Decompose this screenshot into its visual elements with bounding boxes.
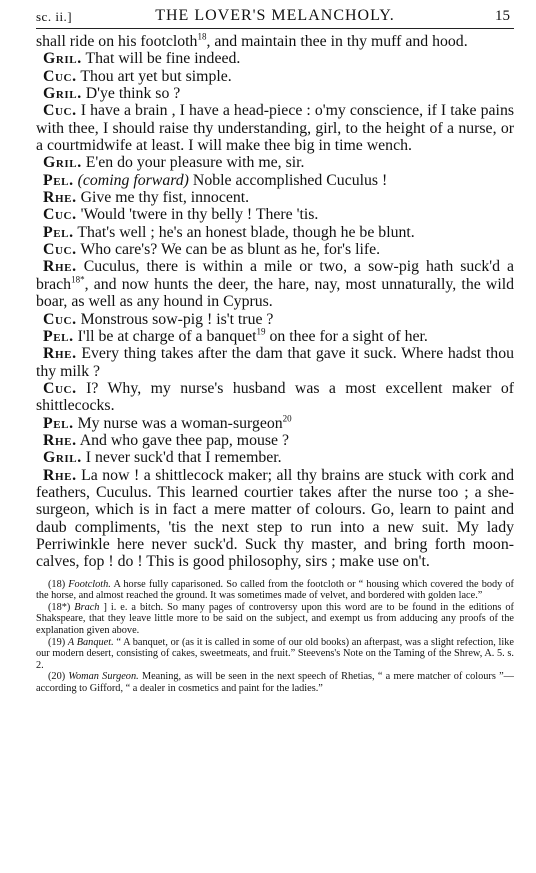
speech-text: E'en do your pleasure with me, sir. (85, 154, 305, 172)
speaker-name: Gril. (43, 449, 82, 467)
running-title: THE LOVER'S MELANCHOLY. (155, 7, 395, 24)
speech-text: Who care's? We can be as blunt as he, for's life. (80, 241, 381, 259)
footnote (36, 579, 514, 602)
footnote-marker: 18* (71, 274, 85, 285)
footnote-term: Footcloth. (68, 578, 111, 590)
speech-text: D'ye think so ? (85, 85, 181, 103)
speaker-name: Rhe. (43, 431, 77, 449)
speech-text: Give me thy fist, innocent. (80, 189, 250, 207)
dialogue-line (36, 154, 514, 171)
speaker-name: Rhe. (43, 466, 77, 484)
speech-text: 'Would 'twere in thy belly ! There 'tis. (80, 206, 319, 224)
footnote-term: Brach (74, 601, 100, 613)
section-reference: sc. ii.] (36, 9, 73, 24)
dialogue-line (36, 328, 514, 345)
footnote (36, 602, 514, 637)
page-number: 15 (495, 8, 510, 24)
stage-direction: (coming forward) (77, 171, 189, 189)
footnote-term: Woman Surgeon. (68, 671, 139, 683)
footnotes (36, 579, 514, 695)
speech-text-continued: , and maintain thee in thy muff and hood. (206, 33, 468, 50)
speech-text: Monstrous sow-pig ! is't true ? (80, 310, 274, 328)
dialogue-line (36, 415, 514, 432)
speech-text: I have a brain , I have a head-piece : o'my conscience, if I take pains with thee, I should raise thy understanding, girl, to the height of a nurse, or a courtmidwife at least. I will make thee big in time wench. (36, 102, 514, 155)
dialogue-line (36, 432, 514, 449)
speech-text: My nurse was a woman-surgeon (77, 414, 283, 432)
dialogue-line (36, 33, 514, 50)
speaker-name: Pel. (43, 223, 74, 241)
speaker-name: Pel. (43, 327, 74, 345)
speaker-name: Cuc. (43, 206, 77, 224)
footnote-term: A Banquet. (67, 636, 114, 648)
footnote-number: (19) (48, 636, 66, 648)
speaker-name: Cuc. (43, 102, 77, 120)
speech-text: I never suck'd that I remember. (85, 449, 282, 467)
speaker-name: Pel. (43, 171, 74, 189)
speech-text-continued: on thee for a sight of her. (265, 327, 428, 345)
speaker-name: Cuc. (43, 67, 77, 85)
dialogue-line (36, 380, 514, 415)
dialogue-line (36, 467, 514, 571)
speaker-name: Pel. (43, 414, 74, 432)
footnote-text: “ A banquet, or (as it is called in some of our old books) an afterpast, was a slight refection, like our modern desert, consisting of cakes, sweetmeats, and fruit.” Steevens's Note on the Taming of the Shrew, A. 5. s. 2. (36, 636, 515, 671)
speech-text: Thou art yet but simple. (80, 67, 232, 85)
speaker-name: Cuc. (43, 379, 77, 397)
footnote-marker: 20 (282, 413, 292, 424)
speech-text: And who gave thee pap, mouse ? (79, 431, 289, 449)
speech-text: I'll be at charge of a banquet (77, 327, 257, 345)
speech-text: Every thing takes after the dam that gave it suck. Where hadst thou thy milk ? (36, 345, 514, 380)
speech-text-continued: , and now hunts the deer, the hare, nay, most unnaturally, the wild boar, as well as any hound in Cyprus. (36, 275, 514, 311)
speaker-name: Gril. (43, 85, 82, 103)
footnote (36, 637, 514, 672)
footnote (36, 671, 514, 694)
speech-text: shall ride on his footcloth (36, 33, 198, 50)
footnote-marker: 18 (197, 31, 207, 42)
footnote-number: (20) (48, 671, 66, 683)
speech-text: La now ! a shittlecock maker; all thy brains are stuck with cork and feathers, Cuculus. This learned courtier takes after the nurse too ; a she-surgeon, which is in fact a mere matter of colours. Go, learn to paint and daub compliments, 'tis the next step to run into a new suit. My lady Perriwinkle here never suck'd. Suck thy master, and bring forth moon-calves, fop ! do ! This is good philosophy, sirs ; make use on't. (36, 466, 514, 571)
dialogue-line (36, 206, 514, 223)
dialogue-line (36, 68, 514, 85)
footnote-number: (18) (48, 578, 66, 590)
speaker-name: Rhe. (43, 189, 77, 207)
dialogue-line (36, 224, 514, 241)
speech-text: Noble accomplished Cuculus ! (192, 171, 388, 189)
dialogue-line (36, 85, 514, 102)
speaker-name: Cuc. (43, 310, 77, 328)
speech-text: That will be fine indeed. (85, 50, 241, 68)
dialogue-line (36, 102, 514, 154)
dialogue-line (36, 189, 514, 206)
speech-text: I? Why, my nurse's husband was a most excellent maker of shittlecocks. (36, 379, 515, 415)
dialogue-line (36, 311, 514, 328)
speech-text: Cuculus, there is within a mile or two, a sow-pig hath suck'd a brach (36, 258, 515, 293)
dialogue-line (36, 50, 514, 67)
dialogue-line (36, 172, 514, 189)
speech-text: That's well ; he's an honest blade, though he be blunt. (77, 223, 415, 241)
running-head (36, 6, 514, 29)
footnote-text: A horse fully caparisoned. So called from the footcloth or “ housing which covered the body of the horse, and almost reached the ground. It was sometimes made of velvet, and bordered with golden lace.” (36, 578, 514, 602)
dialogue-line (36, 345, 514, 380)
footnote-marker: 19 (256, 326, 266, 337)
speaker-name: Rhe. (43, 258, 77, 276)
speaker-name: Cuc. (43, 241, 77, 259)
dialogue-line (36, 258, 514, 310)
dialogue-line (36, 241, 514, 258)
footnote-number: (18*) (48, 601, 71, 613)
footnote-text: Meaning, as will be seen in the next speech of Rhetias, “ a mere matcher of colours ”— according to Gifford, “ a dealer in cosmetics and paint for the ladies.” (36, 671, 514, 694)
footnote-text: ] i. e. a bitch. So many pages of controversy upon this word are to be found in the editions of Shakspeare, that they leave little more to be said on the subject, and exempt us from adducing any proofs of the explanation given above. (36, 601, 514, 637)
speaker-name: Gril. (43, 50, 82, 68)
speaker-name: Gril. (43, 154, 82, 172)
dialogue-line (36, 449, 514, 466)
play-text (36, 33, 514, 571)
speaker-name: Rhe. (43, 345, 77, 363)
